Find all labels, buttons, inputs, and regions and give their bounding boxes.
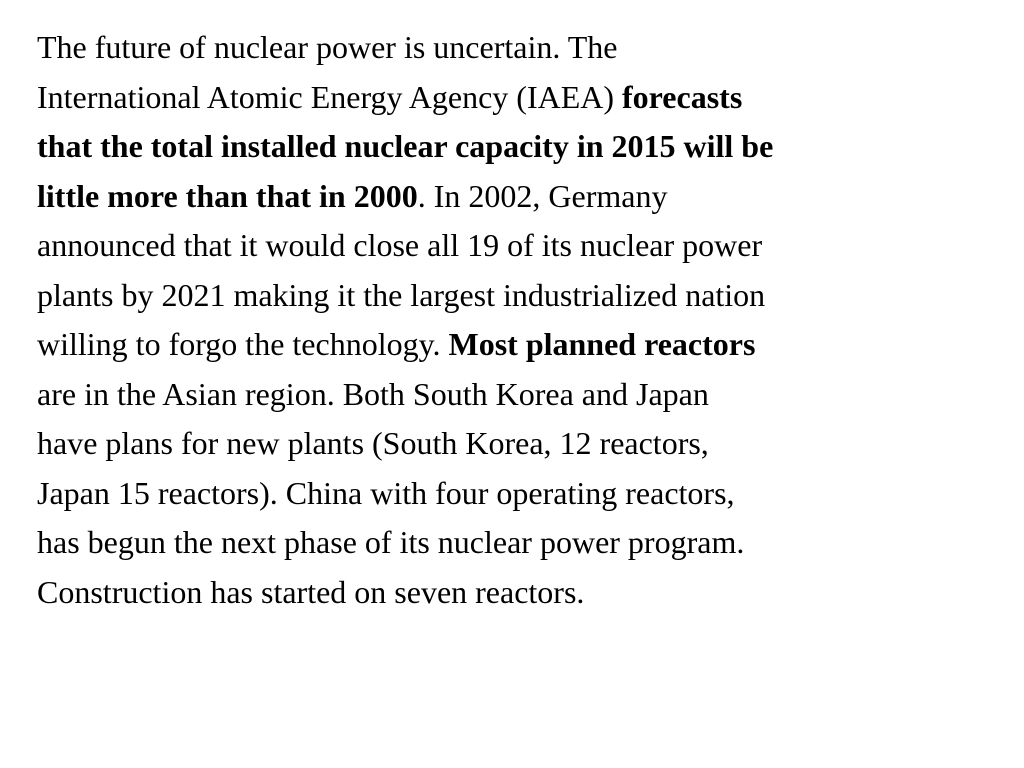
text-line-11 <box>37 518 997 568</box>
text-line-4-plain: . In 2002, Germany <box>417 177 668 214</box>
text-line-9 <box>37 419 997 469</box>
text-line-2-bold: forecasts <box>622 78 743 115</box>
text-line-4-bold: little more than that in 2000 <box>37 177 418 214</box>
text-line-4 <box>37 172 997 222</box>
text-line-9-plain: have plans for new plants (South Korea, 12 reactors, <box>37 425 709 461</box>
text-line-3 <box>37 122 997 172</box>
text-line-2 <box>37 73 997 123</box>
text-line-5 <box>37 221 997 271</box>
text-line-8 <box>37 370 997 420</box>
text-line-10-plain: Japan 15 reactors). China with four operating reactors, <box>37 474 735 511</box>
text-line-2-plain: International Atomic Energy Agency (IAEA) <box>37 78 623 115</box>
text-line-7 <box>37 320 997 370</box>
text-line-1-plain: The future of nuclear power is uncertain. The <box>37 29 618 65</box>
text-line-10 <box>37 469 997 519</box>
text-line-3-bold: that the total installed nuclear capacity in 2015 will be <box>37 128 774 164</box>
text-line-12 <box>37 568 997 618</box>
text-line-7-plain: willing to forgo the technology. <box>37 326 449 362</box>
text-line-12-plain: Construction has started on seven reactors. <box>37 573 585 610</box>
text-line-7-bold: Most planned reactors <box>448 326 756 362</box>
text-line-5-plain: announced that it would close all 19 of its nuclear power <box>37 227 763 263</box>
body-paragraph <box>37 23 997 617</box>
text-line-6-plain: plants by 2021 making it the largest industrialized nation <box>37 276 766 313</box>
text-line-1 <box>37 23 997 73</box>
text-line-11-plain: has begun the next phase of its nuclear power program. <box>37 524 745 560</box>
text-line-6 <box>37 271 997 321</box>
text-line-8-plain: are in the Asian region. Both South Korea and Japan <box>37 375 709 412</box>
